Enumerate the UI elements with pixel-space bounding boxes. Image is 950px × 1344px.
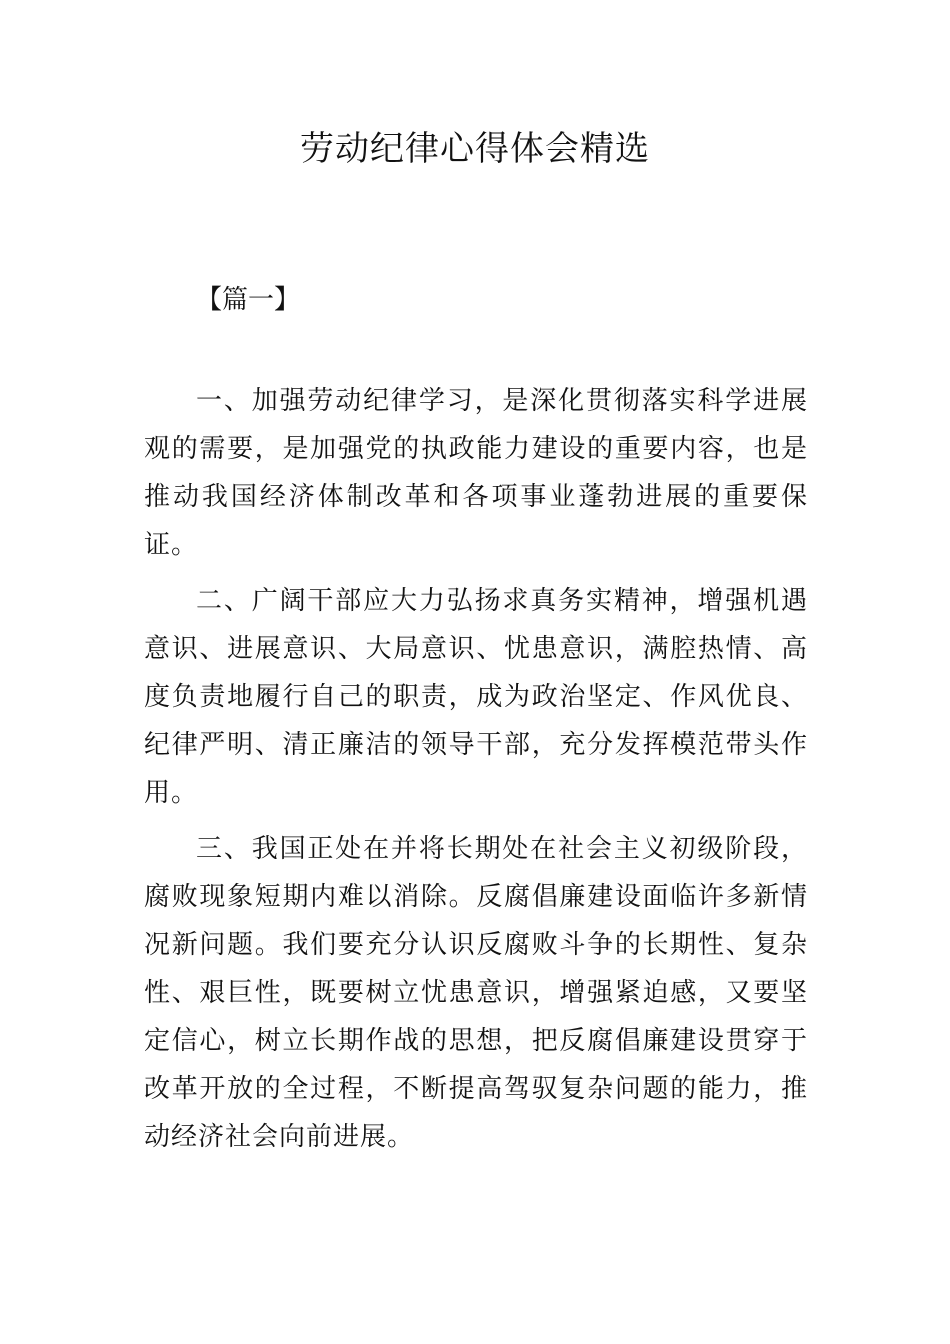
paragraph-2: 二、广阔干部应大力弘扬求真务实精神，增强机遇意识、进展意识、大局意识、忧患意识，满腔热情、高度负责地履行自己的职责，成为政治坚定、作风优良、纪律严明、清正廉洁的领导干部，充分发挥模范带头作用。 xyxy=(144,586,808,808)
paragraph-3: 三、我国正处在并将长期处在社会主义初级阶段，腐败现象短期内难以消除。反腐倡廉建设面临许多新情况新问题。我们要充分认识反腐败斗争的长期性、复杂性、艰巨性，既要树立忧患意识，增强紧迫感，又要坚定信心，树立长期作战的思想，把反腐倡廉建设贯穿于改革开放的全过程，不断提高驾驭复杂问题的能力，推动经济社会向前进展。 xyxy=(144,834,808,1152)
document-title: 劳动纪律心得体会精选 xyxy=(300,129,650,169)
paragraph-1: 一、加强劳动纪律学习，是深化贯彻落实科学进展观的需要，是加强党的执政能力建设的重要内容，也是推动我国经济体制改革和各项事业蓬勃进展的重要保证。 xyxy=(144,386,808,560)
section-label: 【篇一】 xyxy=(196,285,301,315)
